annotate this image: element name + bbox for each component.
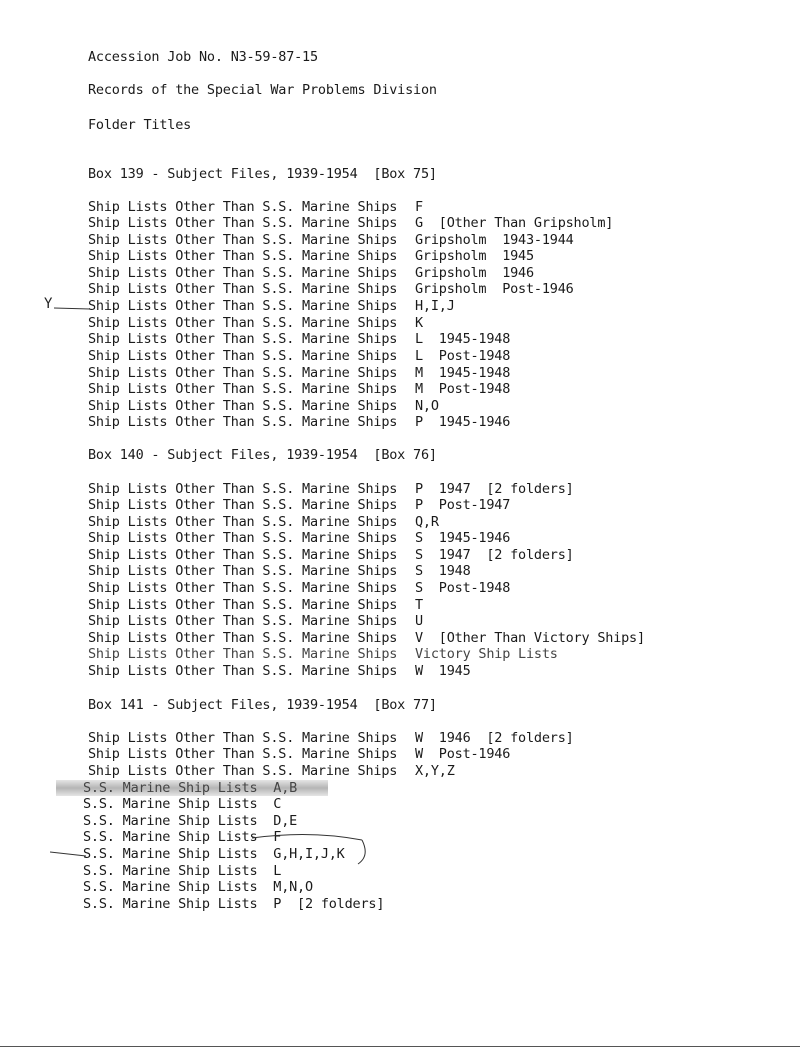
document-page: Accession Job No. N3-59-87-15 Records of the Special War Problems Division Folder Titles Box 139 - Subject Files, 1939-1954 [Box 75] Ship Lists Other Than S.S. Marine Ships F Ship Lists Other Than S.S. Marine Ships G [Other Than Gripsholm] Ship Lists Other Than S.S. Marine Ships Gripsholm 1943-1944 Ship Lists Other Than S.S. Marine Ships Gripsholm 1945 Ship Lists Other Than S.S. Marine Ships Gripsholm 1946 Ship Lists Other Than S.S. Marine Ships Gripsholm Post-1946 Y Ship Lists Other Than S.S. Marine Ships H,I,J Ship Lists Other Than S.S. Marine Ships K Ship Lists Other Than S.S. Marine Ships L 1945-1948 Ship Lists Other Than S.S. Marine Ships L Post-1948 Ship Lists Other Than S.S. Marine Ships M 1945-1948 Ship Lists Other Than S.S. Marine Ships M Post-1948 Ship Lists Other Than S.S. Marine Ships N,O Ship Lists Other Than S.S. Marine Ships P 1945-1946 Box 140 - Subject Files, 1939-1954 [Box 76] Ship Lists Other Than S.S. Marine Ships P 1947 [2 folders] Ship Lists Other Than S.S. Marine Ships P Post-1947 Ship Lists Other Than S.S. Marine Ships Q,R Ship Lists Other Than S.S. Marine Ships S 1945-1946 Ship Lists Other Than S.S. Marine Ships S 1947 [2 folders] Ship Lists Other Than S.S. Marine Ships S 1948 Ship Lists Other Than S.S. Marine Ships S Post-1948 Ship Lists Other Than S.S. Marine Ships T Ship Lists Other Than S.S. Marine Ships U Ship Lists Other Than S.S. Marine Ships V [Other Than Victory Ships] Ship Lists Other Than S.S. Marine Ships Victory Ship Lists Ship Lists Other Than S.S. Marine Ships W 1945 Box 141 - Subject Files, 1939-1954 [Box 77] Ship Lists Other Than S.S. Marine Ships W 1946 [2 folders] Ship Lists Other Than S.S. Marine Ships W Post-1946 Ship Lists Other Than S.S. Marine Ships X,Y,Z S.S. Marine Ship Lists A,B S.S. Marine Ship Lists C S.S. Marine Ship Lists D,E S.S. Marine Ship Lists F S.S. Marine Ship Lists G,H,I,J,K S.S. Marine Ship Lists L S.S. Marine Ship Lists M,N,O S.S. Marine Ship Lists P [2 folders] (0, 0, 800, 1050)
marine-list-item: S.S. Marine Ship Lists D,E (83, 813, 298, 829)
marine-list-item: S.S. Marine Ship Lists L (83, 863, 282, 879)
marine-list-item: S.S. Marine Ship Lists F (83, 829, 282, 845)
highlighted-marine-item: S.S. Marine Ship Lists A,B (56, 780, 328, 796)
box-140-heading: Box 140 - Subject Files, 1939-1954 [Box 76] (88, 447, 437, 463)
box-141-heading: Box 141 - Subject Files, 1939-1954 [Box 77] (88, 697, 437, 713)
marine-list-item: S.S. Marine Ship Lists P [2 folders] (83, 896, 385, 912)
marine-list-item: S.S. Marine Ship Lists C (83, 796, 282, 812)
marine-list-item: S.S. Marine Ship Lists M,N,O (83, 879, 313, 895)
marine-list-item: S.S. Marine Ship Lists G,H,I,J,K (83, 846, 345, 862)
folder-titles-label: Folder Titles (88, 117, 192, 133)
scan-bottom-edge (0, 1046, 800, 1047)
box-139-heading: Box 139 - Subject Files, 1939-1954 [Box 75] (88, 166, 437, 182)
margin-pen-stroke (54, 305, 90, 311)
records-title: Records of the Special War Problems Division (88, 82, 437, 98)
margin-check-mark: Y (44, 296, 53, 312)
accession-number: Accession Job No. N3-59-87-15 (88, 49, 318, 65)
